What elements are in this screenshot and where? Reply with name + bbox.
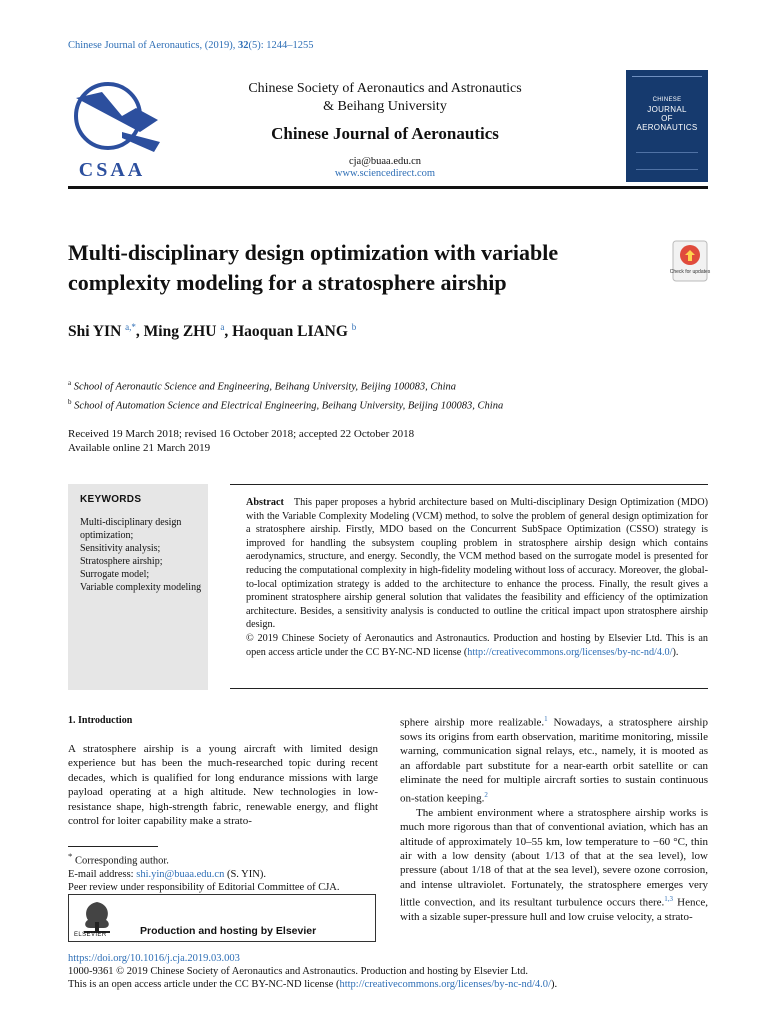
citation-prefix: Chinese Journal of Aeronautics, (2019), bbox=[68, 40, 239, 51]
doi-link[interactable]: https://doi.org/10.1016/j.cja.2019.03.003 bbox=[68, 953, 240, 964]
abstract-top-rule bbox=[230, 484, 708, 485]
corresponding-author-text: Corresponding author. bbox=[72, 855, 169, 867]
author-email-link[interactable]: shi.yin@buaa.edu.cn bbox=[136, 868, 225, 880]
keywords-heading: KEYWORDS bbox=[80, 494, 142, 505]
email-label: E-mail address: bbox=[68, 868, 137, 880]
society-line-2: & Beihang University bbox=[323, 99, 447, 114]
email-suffix: (S. YIN). bbox=[224, 868, 266, 880]
citation-volume: 32 bbox=[238, 40, 249, 51]
body-column-left: A stratosphere airship is a young aircraft with limited design experience but has been the much-researched topic during recent decades, which is qualified for long endurance missions with large payload operating at a high altitude. New technologies in low-resistance shape, high-strength fabric, renewable energy, and flight control for loiter capability make a strato- bbox=[68, 743, 378, 828]
author-list: Shi YIN $^{a,*}$, Ming ZHU $^a$, Haoquan LIANG $^b$ bbox=[68, 322, 357, 341]
keyword-item: Multi-disciplinary design optimization; bbox=[80, 517, 182, 541]
society-line-1: Chinese Society of Aeronautics and Astronautics bbox=[248, 81, 522, 96]
keyword-item: Stratosphere airship; bbox=[80, 556, 163, 567]
citation-ref[interactable]: 1 bbox=[544, 715, 548, 723]
journal-email[interactable]: cja@buaa.edu.cn bbox=[348, 156, 422, 167]
author-name[interactable]: Ming ZHU bbox=[143, 323, 217, 341]
keyword-item: Sensitivity analysis; bbox=[80, 543, 161, 554]
affiliation-text: School of Aeronautic Science and Engineering, Beihang University, Beijing 100083, China bbox=[73, 381, 457, 393]
email-note bbox=[68, 868, 388, 881]
paragraph-text: The ambient environment where a stratosphere airship works is much more rigorous than that of conventional aviation, which has an altitude of approximately 10–55 km, low temperature to −60 °C, thin air with a low density (about 1/13 of that at the sea level), low pressure (about 1/18 of that at the sea level), severe ozone corrosion, and intense ultraviolet. Fortunately, the stratosphere emerges very little convection, and its resultant turbulence occurs there. bbox=[400, 806, 708, 909]
title-line-2: complexity modeling for a stratosphere airship bbox=[68, 270, 507, 295]
body-column-right bbox=[400, 712, 708, 925]
article-dates bbox=[68, 427, 414, 455]
footnote-star: * bbox=[68, 851, 73, 861]
license-prefix: This is an open access article under the CC BY-NC-ND license ( bbox=[68, 979, 340, 990]
check-for-updates-label: Check for updates bbox=[669, 269, 711, 275]
paragraph-text: sphere airship more realizable. bbox=[400, 716, 545, 729]
journal-citation[interactable] bbox=[68, 40, 314, 51]
abstract-bottom-rule bbox=[230, 688, 708, 689]
affiliations bbox=[68, 376, 503, 413]
author-affiliation-mark[interactable]: a,* bbox=[125, 322, 136, 332]
body-paragraph bbox=[400, 712, 708, 806]
elsevier-tree-icon bbox=[78, 898, 116, 936]
available-online-date: Available online 21 March 2019 bbox=[68, 442, 211, 454]
abstract-license-link[interactable]: http://creativecommons.org/licenses/by-nc-nd/4.0/ bbox=[467, 646, 673, 658]
page-footer bbox=[68, 952, 708, 991]
production-hosting-label: Production and hosting by Elsevier bbox=[140, 925, 317, 937]
cover-top-line bbox=[632, 76, 702, 91]
abstract-text: This paper proposes a hybrid architecture based on Multi-disciplinary Design Optimization (MDO) with the Variable Complexity Modeling (VCM) method, to solve the problem of general design optimization for a stratosphere airship. Firstly, MDO based on the Concurrent SubSpace Optimization (CSSO) strategy is improved for handling the subsystem coupling problem in stratosphere airship design which contains aerodynamics, structure, and energy. Secondly, the VCM method based on the surrogate model is presented for reducing the computational complexity in high-fidelity modeling without loss of accuracy. Moreover, the global-to-local optimization strategy is added to the architecture to enhance the process. Finally, the result gives a prominent stratosphere airship general solution that validates the feasibility and efficiency of the optimization architecture. Besides, a sensitivity analysis is conducted to outline the critical impact upon stratosphere airship design. bbox=[246, 497, 708, 631]
author-affiliation-mark[interactable]: b bbox=[351, 322, 357, 332]
keywords-list bbox=[80, 516, 204, 594]
journal-cover-image bbox=[626, 70, 708, 182]
elsevier-wordmark: ELSEVIER bbox=[74, 932, 107, 938]
abstract-label: Abstract bbox=[246, 497, 284, 508]
received-dates: Received 19 March 2018; revised 16 October 2018; accepted 22 October 2018 bbox=[68, 428, 415, 440]
abstract-copyright-end: ). bbox=[672, 646, 679, 658]
footnote-rule bbox=[68, 846, 158, 847]
keyword-item: Surrogate model; bbox=[80, 569, 150, 580]
affiliation-mark: b bbox=[68, 397, 72, 406]
csaa-logo-text: CSAA bbox=[78, 159, 146, 181]
section-heading-introduction: 1. Introduction bbox=[68, 715, 133, 726]
affiliation-a bbox=[68, 376, 503, 395]
corresponding-author-note bbox=[68, 850, 388, 868]
journal-name: Chinese Journal of Aeronautics bbox=[271, 124, 499, 143]
affiliation-text: School of Automation Science and Electrical Engineering, Beihang University, Beijing 100083, China bbox=[74, 400, 504, 411]
journal-contact bbox=[200, 156, 570, 180]
license-suffix: ). bbox=[550, 979, 558, 990]
keyword-item: Variable complexity modeling bbox=[80, 582, 202, 593]
affiliation-b bbox=[68, 395, 503, 414]
abstract-copyright: © 2019 Chinese Society of Aeronautics and Astronautics. Production and hosting by Elsevier Ltd. This is an open access article under the CC BY-NC-ND license ( bbox=[246, 632, 708, 658]
cover-title: JOURNAL OF AERONAUTICS bbox=[636, 105, 698, 132]
abstract bbox=[246, 496, 708, 659]
society-name bbox=[200, 80, 570, 116]
title-line-1: Multi-disciplinary design optimization with variable bbox=[68, 240, 559, 265]
journal-website-link[interactable]: www.sciencedirect.com bbox=[334, 168, 436, 179]
body-paragraph bbox=[400, 806, 708, 925]
affiliation-mark: a bbox=[68, 379, 72, 387]
citation-ref[interactable]: 1,3 bbox=[664, 895, 673, 904]
issn-line: 1000-9361 © 2019 Chinese Society of Aeronautics and Astronautics. Production and hosting by Elsevier Ltd. bbox=[68, 966, 528, 977]
paragraph-text: Nowadays, a stratosphere airship sows its origins from earth observation, maritime monitoring, missile warning, communication signal relays, etc., namely, it is mooted as an affordable part substitute for a near-earth orbit satellite or can eliminate the need for multiple aircraft sorties to sustain continuous on-station keeping. bbox=[400, 716, 708, 805]
citation-ref[interactable]: 2 bbox=[484, 790, 488, 799]
license-link[interactable]: http://creativecommons.org/licenses/by-nc-nd/4.0/ bbox=[339, 979, 551, 990]
article-title bbox=[68, 238, 628, 298]
cover-prefix: CHINESE bbox=[652, 97, 682, 103]
header-rule bbox=[68, 186, 708, 189]
footnotes bbox=[68, 850, 388, 894]
citation-suffix: (5): 1244–1255 bbox=[248, 40, 314, 51]
peer-review-note: Peer review under responsibility of Editorial Committee of CJA. bbox=[68, 881, 340, 893]
cover-bottom-lines bbox=[636, 152, 698, 170]
check-for-updates-icon[interactable] bbox=[669, 240, 711, 282]
paragraph-text: Hence, with a sizable super-pressure hull and low cruise velocity, a strato- bbox=[400, 896, 708, 924]
author-affiliation-mark[interactable]: a bbox=[220, 322, 225, 332]
author-name[interactable]: Haoquan LIANG bbox=[232, 323, 348, 341]
author-name[interactable]: Shi YIN bbox=[68, 323, 122, 341]
cover-caption bbox=[626, 96, 708, 132]
license-line bbox=[68, 978, 708, 991]
csaa-logo bbox=[62, 72, 172, 182]
